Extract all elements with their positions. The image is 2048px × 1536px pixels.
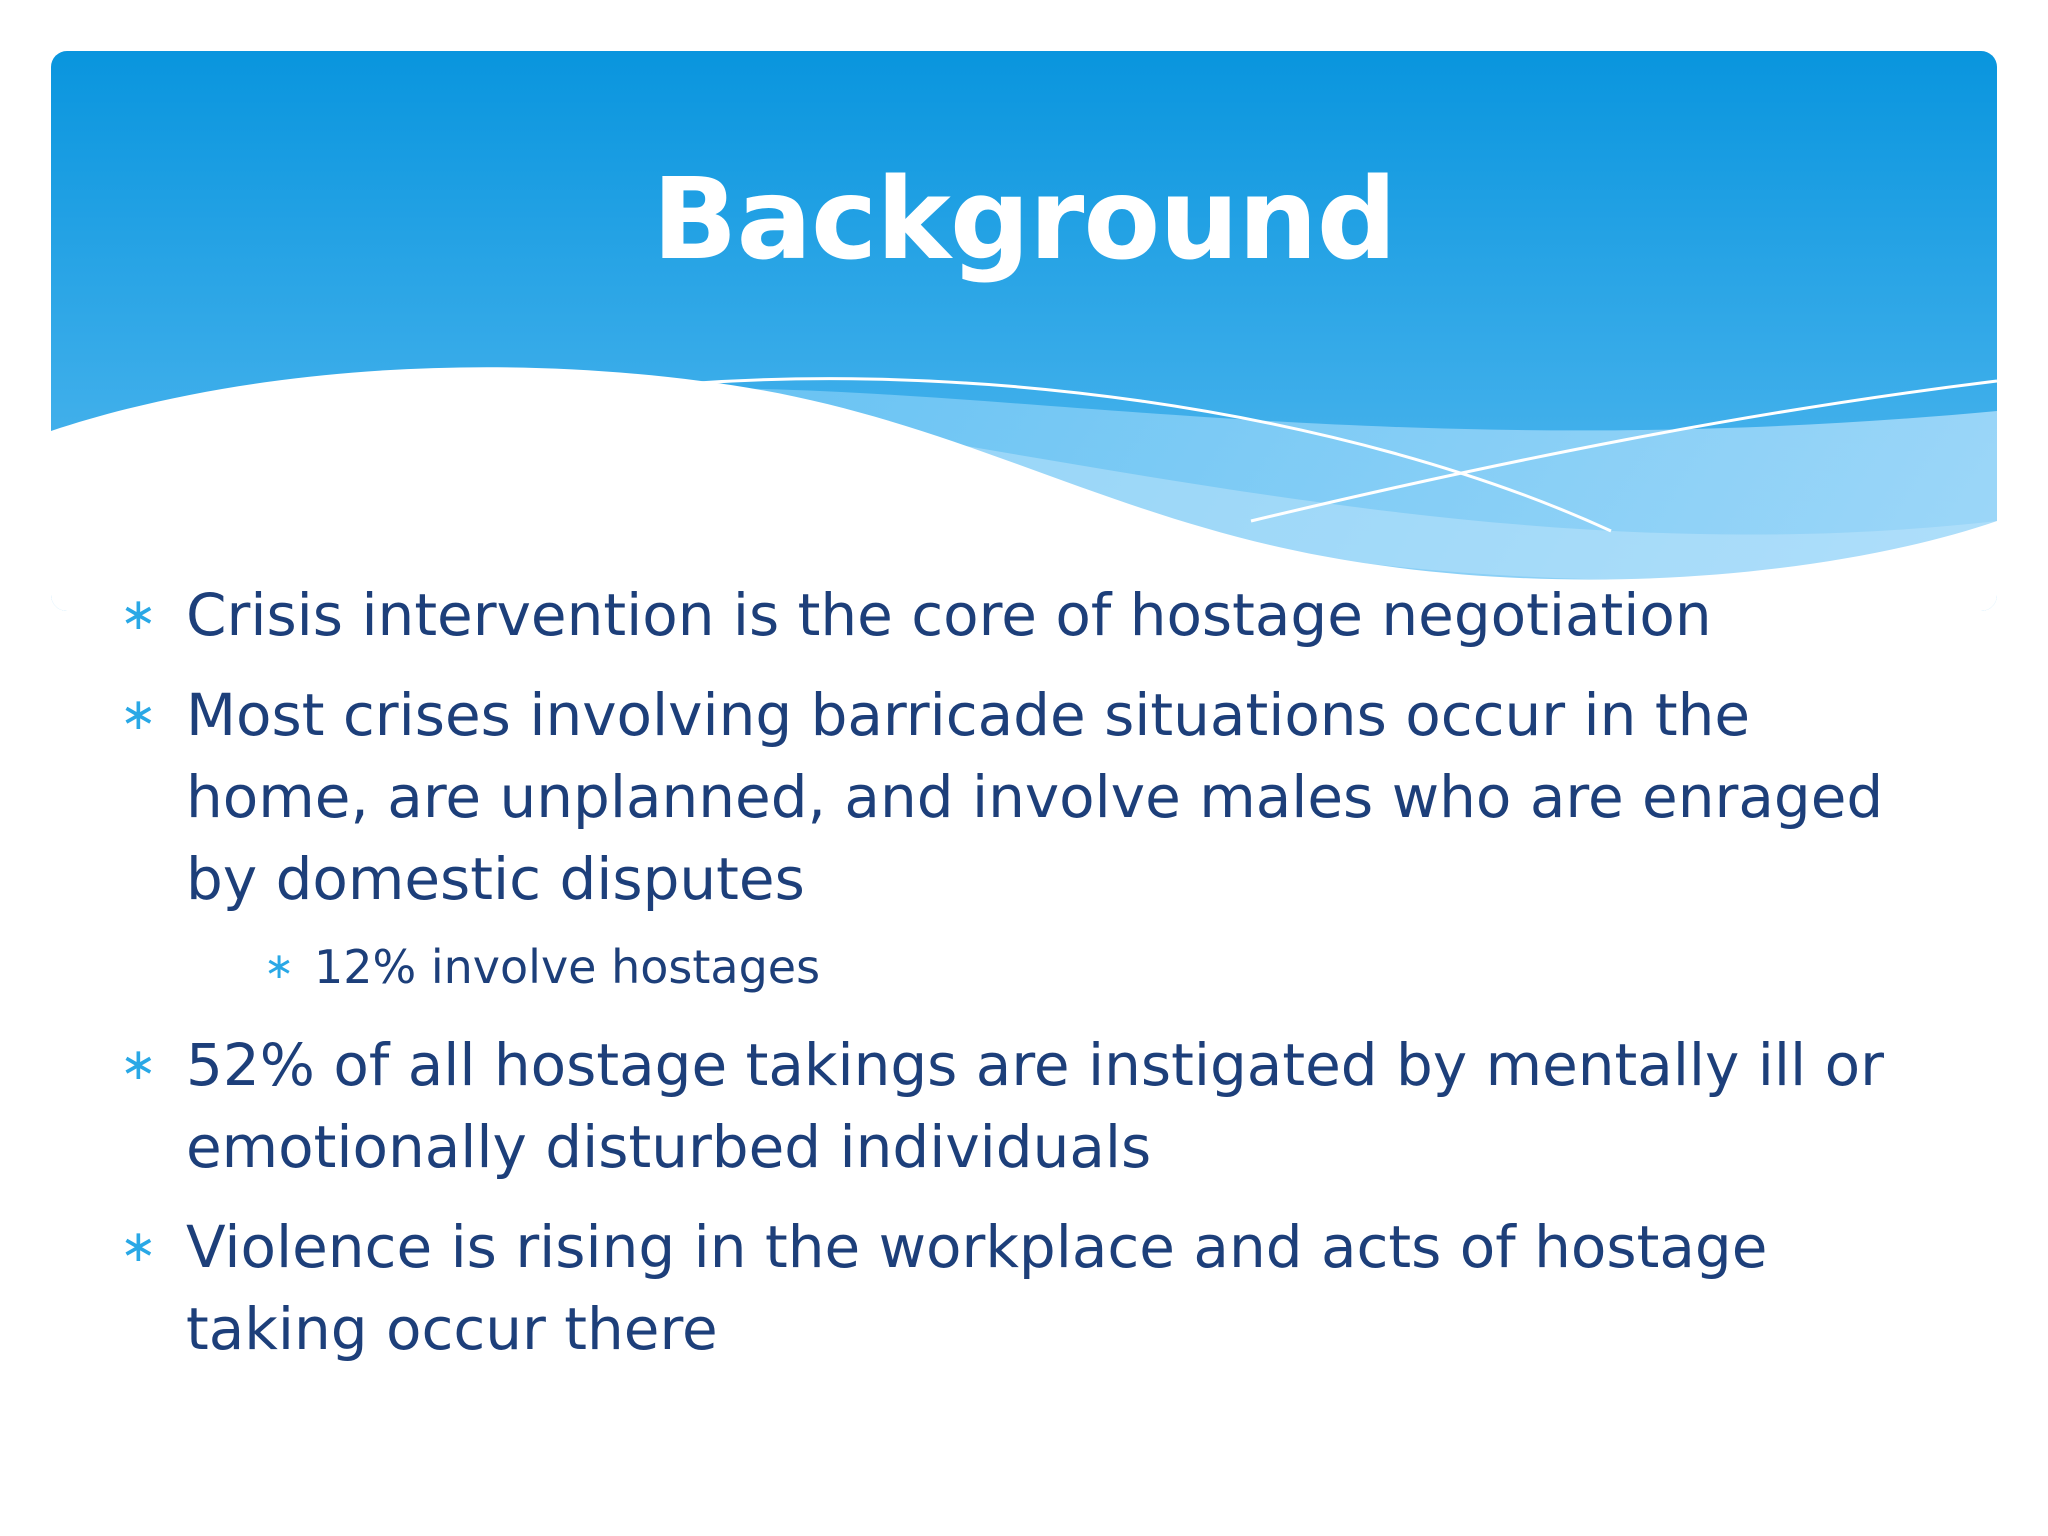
page-title: Background xyxy=(652,155,1396,285)
wave-decoration xyxy=(51,51,1997,611)
asterisk-bullet-icon: ∗ xyxy=(120,1039,157,1090)
sub-list-item xyxy=(264,932,1940,1002)
list-item xyxy=(120,674,1940,920)
header-wave-panel xyxy=(51,51,1997,611)
asterisk-bullet-icon: ∗ xyxy=(120,689,157,740)
list-item-text: Crisis intervention is the core of hostage negotiation xyxy=(186,581,1712,649)
asterisk-bullet-icon: ∗ xyxy=(120,1221,157,1272)
list-item-text: Violence is rising in the workplace and acts of hostage taking occur there xyxy=(186,1213,1768,1363)
bullet-list xyxy=(120,574,1940,1388)
list-item-text: Most crises involving barricade situations occur in the home, are unplanned, and involve males who are enraged by domestic disputes xyxy=(186,681,1884,913)
list-item xyxy=(120,574,1940,656)
list-item xyxy=(120,1024,1940,1188)
list-item-text: 12% involve hostages xyxy=(314,940,821,994)
asterisk-bullet-icon: ∗ xyxy=(264,946,295,987)
list-item xyxy=(120,1206,1940,1370)
asterisk-bullet-icon: ∗ xyxy=(120,589,157,640)
list-item-text: 52% of all hostage takings are instigated by mentally ill or emotionally disturbed individuals xyxy=(186,1031,1884,1181)
